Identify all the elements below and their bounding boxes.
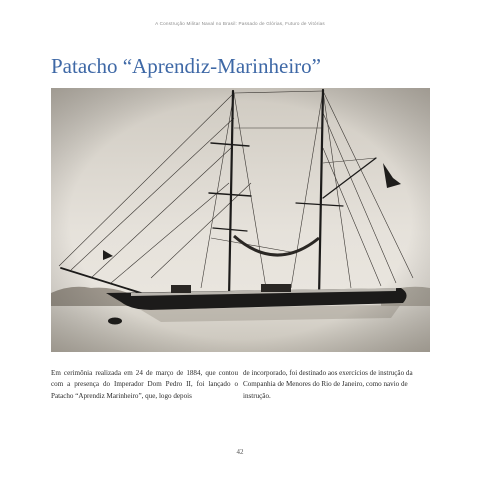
patacho-ship-image [51, 88, 430, 352]
body-text-right-column: de incorporado, foi destinado aos exercícios de instrução da Companhia de Menores do Rio de Janeiro, como navio de instrução. [243, 369, 413, 400]
page-number: 42 [236, 448, 244, 456]
body-text-left-column: Em cerimônia realizada em 24 de março de 1884, que contou com a presença do Imperador Dom Pedro II, foi lançado o Patacho “Aprendiz Marinheiro”, que, logo depois [51, 369, 238, 400]
page-title: Patacho “Aprendiz-Marinheiro” [51, 54, 321, 78]
ship-photograph [51, 88, 430, 352]
running-header: A Construção Militar Naval no Brasil: Passado de Glórias, Futuro de Vitórias [155, 21, 325, 26]
